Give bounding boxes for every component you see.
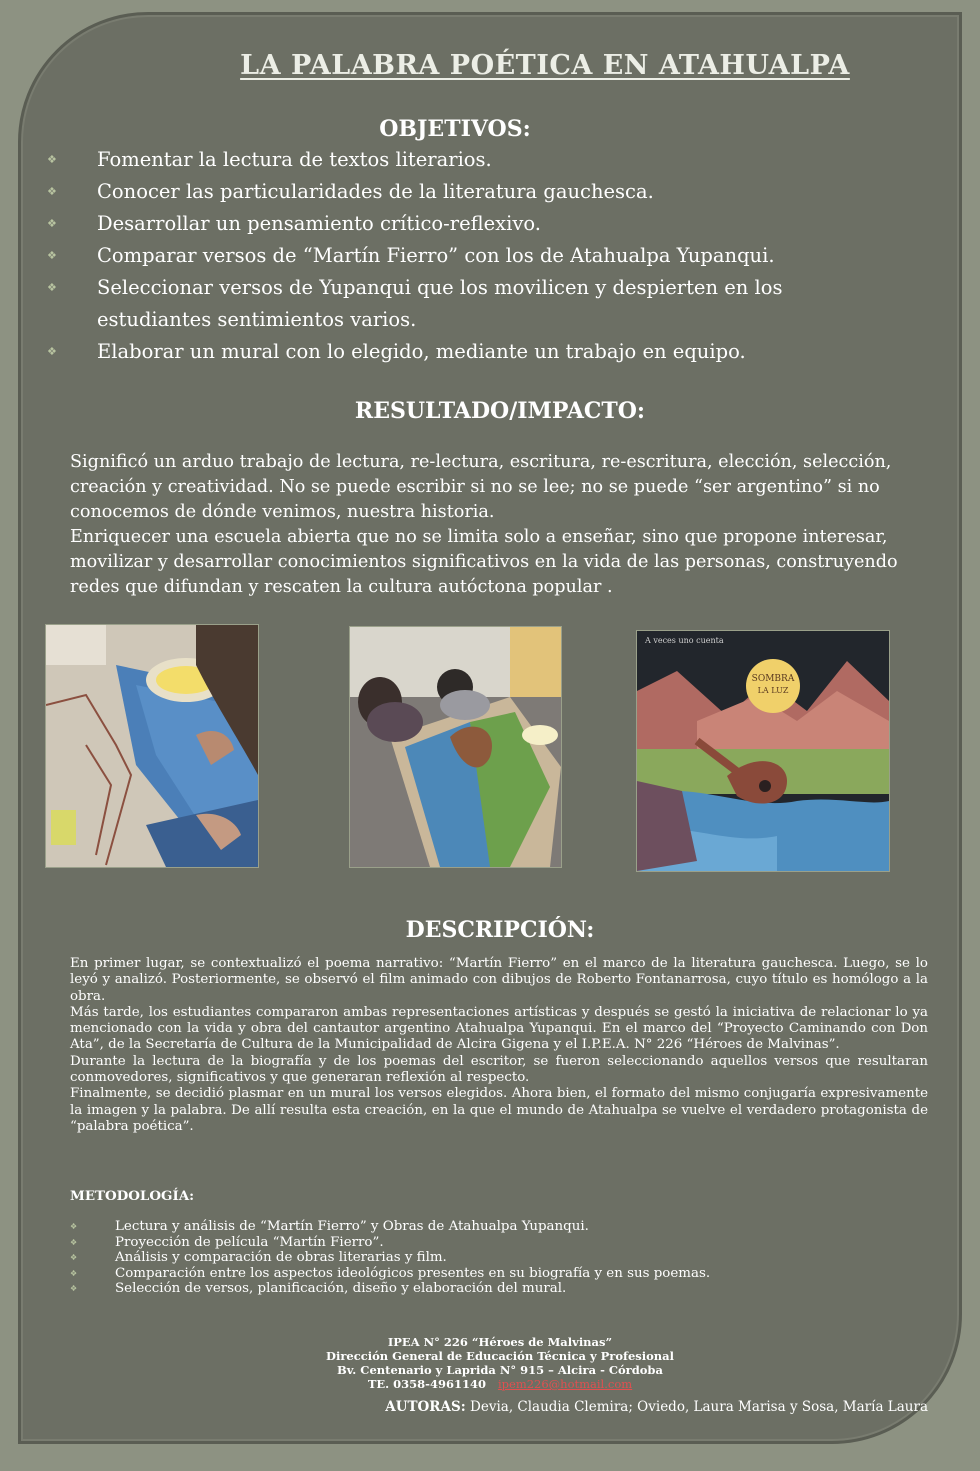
list-item: ❖ Análisis y comparación de obras literarias y film.	[70, 1250, 447, 1266]
diamond-bullet-icon: ❖	[70, 1237, 78, 1247]
list-item: ❖ Comparar versos de “Martín Fierro” con los de Atahualpa Yupanqui.	[20, 240, 900, 272]
photo-students-painting-closeup	[45, 624, 259, 868]
objectives-heading: OBJETIVOS:	[379, 116, 531, 142]
authors-line	[385, 1399, 928, 1415]
list-item: ❖ Desarrollar un pensamiento crítico-reflexivo.	[20, 208, 900, 240]
footer-school: IPEA N° 226 “Héroes de Malvinas”	[387, 1335, 613, 1349]
poster-title: LA PALABRA POÉTICA EN ATAHUALPA	[240, 50, 850, 81]
description-paragraph: En primer lugar, se contextualizó el poema narrativo: “Martín Fierro” en el marco de la literatura gauchesca. Luego, se lo leyó y analizó. Posteriormente, se observó el film animado con dibujos de Roberto Fontanarrosa, cuyo título es homólogo a la obra.	[70, 956, 928, 1004]
result-paragraph: Enriquecer una escuela abierta que no se limita solo a enseñar, sino que propone interesar, movilizar y desarrollar conocimientos significativos en la vida de las personas, construyendo redes que difundan y rescaten la cultura autóctona popular .	[70, 527, 898, 597]
list-item: ❖ Seleccionar versos de Yupanqui que los movilicen y despierten en los estudiantes sentimientos varios.	[20, 272, 900, 336]
description-text	[70, 956, 928, 1135]
list-item: ❖ Selección de versos, planificación, diseño y elaboración del mural.	[70, 1281, 567, 1297]
diamond-bullet-icon: ❖	[70, 1222, 78, 1231]
footer-direction: Dirección General de Educación Técnica y Profesional	[326, 1349, 674, 1363]
authors-names: Devia, Claudia Clemira; Oviedo, Laura Marisa y Sosa, María Laura	[465, 1399, 928, 1415]
list-item: ❖ Fomentar la lectura de textos literarios.	[20, 144, 900, 176]
footer-phone-email	[0, 1377, 980, 1391]
footer-contact	[0, 1335, 980, 1391]
diamond-bullet-icon: ❖	[47, 217, 57, 230]
diamond-bullet-icon: ❖	[47, 281, 57, 294]
mural-text: SOMBRA	[751, 674, 795, 684]
result-heading: RESULTADO/IMPACTO:	[354, 398, 646, 424]
diamond-bullet-icon: ❖	[70, 1268, 78, 1278]
diamond-bullet-icon: ❖	[47, 345, 57, 358]
authors-label: AUTORAS:	[385, 1399, 466, 1415]
diamond-bullet-icon: ❖	[47, 185, 57, 198]
list-item: ❖ Elaborar un mural con lo elegido, mediante un trabajo en equipo.	[20, 336, 900, 368]
list-item: ❖ Comparación entre los aspectos ideológicos presentes en su biografía y en sus poemas.	[70, 1265, 711, 1281]
diamond-bullet-icon: ❖	[47, 153, 57, 166]
diamond-bullet-icon: ❖	[70, 1253, 78, 1263]
mural-text: A veces uno cuenta	[645, 636, 724, 645]
description-paragraph: Finalmente, se decidió plasmar en un mural los versos elegidos. Ahora bien, el formato del mismo conjugaría expresivamente la imagen y la palabra. De allí resulta esta creación, en la que el mundo de Atahualpa se vuelve el verdadero protagonista de “palabra poética”.	[70, 1086, 928, 1134]
mural-text: LA LUZ	[757, 686, 789, 695]
photo-3-image	[637, 631, 889, 871]
diamond-bullet-icon: ❖	[70, 1284, 78, 1294]
result-paragraph: Significó un arduo trabajo de lectura, re-lectura, escritura, re-escritura, elección, selección, creación y creatividad. No se puede escribir si no se lee; no se puede “ser argentino” si no conocemos de dónde venimos, nuestra historia.	[70, 452, 892, 522]
photo-2-image	[350, 627, 561, 867]
footer-address: Bv. Centenario y Laprida N° 915 – Alcira - Córdoba	[337, 1363, 663, 1377]
methodology-list	[70, 1219, 930, 1297]
diamond-bullet-icon: ❖	[47, 249, 57, 262]
photo-finished-mural	[636, 630, 890, 872]
description-heading: DESCRIPCIÓN:	[405, 917, 595, 943]
list-item: ❖ Proyección de película “Martín Fierro”.	[70, 1234, 384, 1250]
photo-students-on-floor	[349, 626, 562, 868]
result-text	[70, 450, 920, 600]
email-link[interactable]: ipem226@hotmail.com	[497, 1377, 633, 1391]
objectives-list	[20, 144, 900, 368]
description-paragraph: Durante la lectura de la biografía y de los poemas del escritor, se fueron seleccionando aquellos versos que resultaran conmovedores, significativos y que generaran reflexión al respecto.	[70, 1053, 928, 1086]
methodology-heading: METODOLOGÍA:	[70, 1188, 195, 1204]
footer-phone: TE. 0358-4961140	[367, 1377, 486, 1391]
list-item: ❖ Conocer las particularidades de la literatura gauchesca.	[20, 176, 900, 208]
photo-1-image	[46, 625, 258, 867]
description-paragraph: Más tarde, los estudiantes compararon ambas representaciones artísticas y después se gestó la iniciativa de relacionar lo ya mencionado con la vida y obra del cantautor argentino Atahualpa Yupanqui. En el marco del “Proyecto Caminando con Don Ata”, de la Secretaría de Cultura de la Municipalidad de Alcira Gigena y el I.P.E.A. N° 226 “Héroes de Malvinas”.	[70, 1004, 928, 1053]
list-item: ❖ Lectura y análisis de “Martín Fierro” y Obras de Atahualpa Yupanqui.	[70, 1219, 589, 1234]
